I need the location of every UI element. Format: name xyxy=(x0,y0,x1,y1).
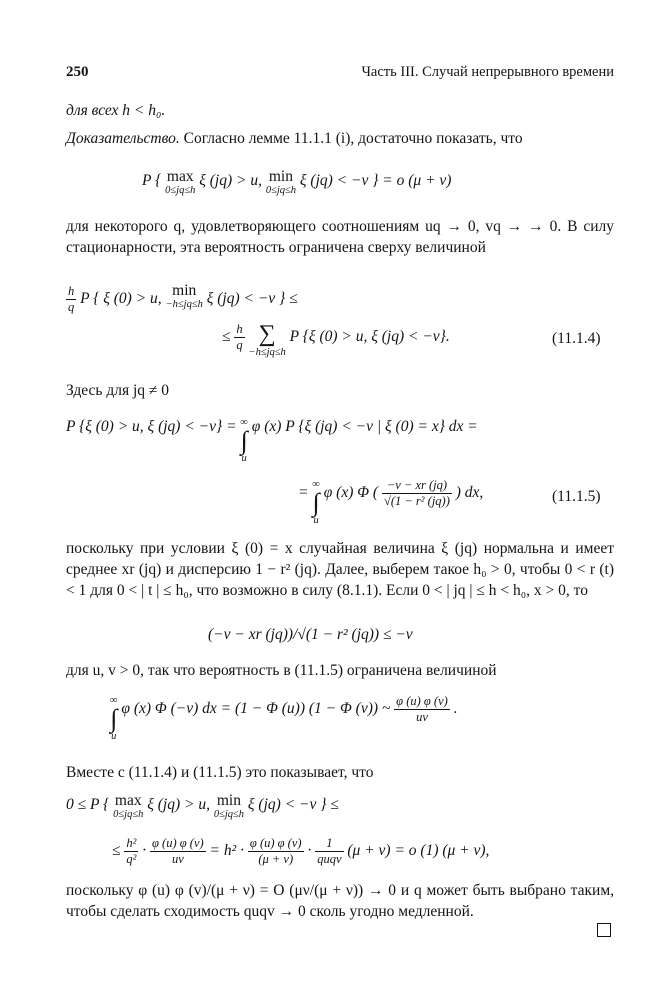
paragraph-conclusion: поскольку φ (u) φ (v)/(μ + ν) = O (μν/(μ + ν)) → 0 и q может быть выбрано таким, чтобы сделать сходимость quqv → 0 сколь угодно медленной. xyxy=(66,882,614,920)
eq6-part-c: ξ (jq) < −v } ≤ xyxy=(247,796,339,813)
min-limits: −h≤jq≤h xyxy=(165,299,203,310)
eq1-lead: P { xyxy=(142,172,162,189)
integral-lower: u xyxy=(241,453,247,464)
paragraph-u-v: для u, v > 0, так что вероятность в (11.1.5) ограничена величиной xyxy=(66,662,497,679)
integral-upper: ∞ xyxy=(110,695,118,706)
min-operator: min xyxy=(268,168,293,185)
eq6-max xyxy=(113,794,143,822)
frac-den: uv xyxy=(416,710,428,724)
eq6-frac3 xyxy=(248,836,304,867)
eq6-dot: · xyxy=(142,842,147,860)
proof-text: Согласно лемме 11.1.1 (i), достаточно показать, что xyxy=(179,130,523,147)
eq5-integral: ∞ ∫ u xyxy=(110,695,118,742)
equation-integral-bound xyxy=(110,694,458,744)
frac-num: −v − xr (jq) xyxy=(382,478,452,494)
frac-den: quqv xyxy=(317,852,342,866)
eq2-leq: ≤ xyxy=(222,328,231,346)
eq6-tail: (μ + ν) = o (1) (μ + ν), xyxy=(347,842,490,860)
frac-den: √(1 − r² (jq)) xyxy=(383,494,450,508)
eq2-rest: P {ξ (0) > u, ξ (jq) < −v}. xyxy=(289,328,450,346)
eq6-part-a: 0 ≤ P { xyxy=(66,796,110,813)
equation-tag-11-1-5: (11.1.5) xyxy=(552,488,601,505)
equation-final-line1 xyxy=(66,794,339,822)
integral-upper: ∞ xyxy=(240,417,248,428)
min-operator: min xyxy=(172,282,197,299)
eq3-frac xyxy=(382,478,452,509)
sum-limits: −h≤jq≤h xyxy=(248,347,286,358)
frac-num: φ (u) φ (v) xyxy=(396,694,448,708)
frac-den: (μ + ν) xyxy=(258,852,294,866)
equation-tag-11-1-4: (11.1.4) xyxy=(552,330,601,347)
integral-lower: u xyxy=(313,515,319,526)
eq2-frac2 xyxy=(234,322,244,353)
eq6-leq: ≤ xyxy=(112,842,121,860)
eq6-frac2 xyxy=(150,836,206,867)
max-limits: 0≤jq≤h xyxy=(165,185,196,196)
frac-num: h² xyxy=(126,836,137,850)
running-head: Часть III. Случай непрерывного времени xyxy=(361,64,614,80)
integral-lower: u xyxy=(111,731,117,742)
max-operator: max xyxy=(114,792,142,809)
frac-den: q² xyxy=(126,852,137,866)
eq6-dot2: · xyxy=(307,842,312,860)
page-number: 250 xyxy=(66,64,89,80)
eq3-rhs: φ (x) P {ξ (jq) < −v | ξ (0) = x} dx = xyxy=(251,418,478,435)
equation-11-1-4-line1 xyxy=(66,284,298,315)
paragraph-together: Вместе с (11.1.4) и (11.1.5) это показывает, что xyxy=(66,764,374,781)
eq2-part1: P { ξ (0) > u, xyxy=(80,290,162,308)
eq3-part-a: φ (x) Φ ( xyxy=(323,484,379,502)
min-limits: 0≤jq≤h xyxy=(265,185,297,196)
proof-paragraph xyxy=(66,128,614,149)
eq3-integral: ∞ ∫ u xyxy=(240,417,248,464)
min-operator: min xyxy=(216,792,241,809)
eq6-min xyxy=(214,794,244,822)
text-here: Здесь для jq ≠ 0 xyxy=(66,382,170,399)
eq5-body: φ (x) Φ (−v) dx = (1 − Φ (u)) (1 − Φ (v)) ~ xyxy=(121,700,391,718)
page-header xyxy=(66,62,614,86)
eq3-eq: = xyxy=(298,484,309,502)
eq2-min xyxy=(166,284,203,312)
min-limits: 0≤jq≤h xyxy=(213,809,245,820)
eq2-frac-h-q xyxy=(66,284,76,315)
eq5-tail: . xyxy=(453,700,458,718)
eq5-frac xyxy=(394,694,450,725)
max-limits: 0≤jq≤h xyxy=(113,809,144,820)
equation-11-1-5-line2 xyxy=(298,478,483,528)
eq6-frac1 xyxy=(124,836,138,867)
frac-den: q xyxy=(236,338,243,352)
equation-11-1-4-line2 xyxy=(222,322,450,360)
eq1-part1: ξ (jq) > u, xyxy=(199,172,262,189)
eq3-integral2: ∞ ∫ u xyxy=(312,479,320,526)
frac-num: φ (u) φ (v) xyxy=(152,836,204,850)
eq2-part2: ξ (jq) < −v } ≤ xyxy=(206,290,298,308)
paragraph-conditional: поскольку при условии ξ (0) = x случайная величина ξ (jq) нормальна и имеет среднее xr (jq) и дисперсию 1 − r² (jq). Далее, выберем такое h₀ > 0, чтобы 0 < r (t) < 1 для 0 < | t | ≤ h₀, что возможно в силу (8.1.1). Если 0 < | jq | ≤ h < h₀, x > 0, то xyxy=(66,540,614,599)
eq3-lhs: P {ξ (0) > u, ξ (jq) < −v} = xyxy=(66,418,237,435)
equation-11-1-5-line1 xyxy=(66,416,478,466)
paragraph-q-condition: для некоторого q, удовлетворяющего соотношениям uq → 0, vq → → 0. В силу стационарности, эта вероятность ограничена сверху величиной xyxy=(66,218,614,256)
eq1-part2: ξ (jq) < −v } = o (μ + ν) xyxy=(299,172,452,189)
proof-label: Доказательство. xyxy=(66,130,180,147)
equation-inequality: (−v − xr (jq))/√(1 − r² (jq)) ≤ −v xyxy=(208,626,413,643)
frac-num: φ (u) φ (v) xyxy=(249,836,302,850)
eq2-sum xyxy=(249,322,286,360)
equation-final-line2 xyxy=(112,836,489,867)
frac-num: h xyxy=(236,322,243,336)
integral-upper: ∞ xyxy=(312,479,320,490)
eq1-min xyxy=(266,170,296,198)
eq6-frac4 xyxy=(315,836,343,867)
eq1-max xyxy=(165,170,195,198)
frac-num: 1 xyxy=(315,836,343,852)
text-line-h0: для всех h < h₀. xyxy=(66,102,166,119)
frac-den: uv xyxy=(171,852,184,866)
max-operator: max xyxy=(166,168,194,185)
sum-operator: ∑ xyxy=(258,321,276,347)
eq3-part-b: ) dx, xyxy=(455,484,484,502)
qed-box-icon xyxy=(597,923,611,937)
eq6-h2: = h² · xyxy=(209,842,245,860)
frac-num: h xyxy=(68,284,75,298)
equation-max-min xyxy=(142,170,451,198)
frac-den: q xyxy=(68,300,75,314)
eq6-part-b: ξ (jq) > u, xyxy=(147,796,210,813)
